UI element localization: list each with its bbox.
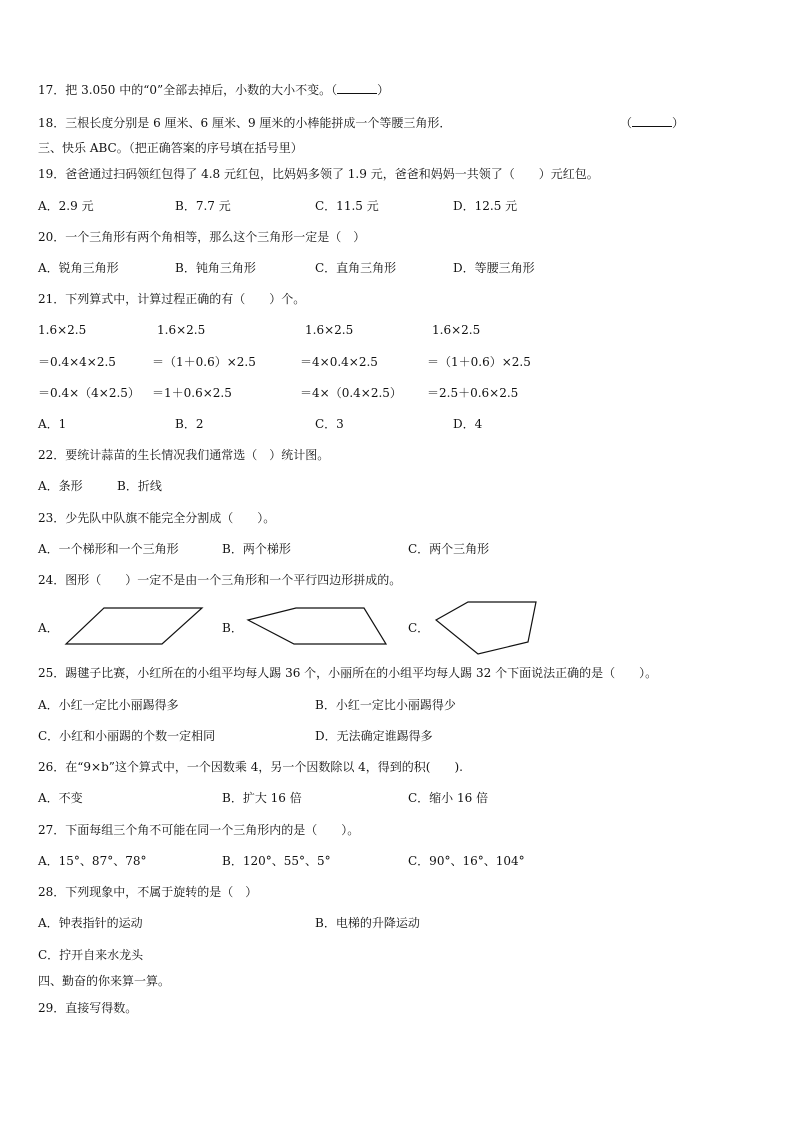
q26-option-a[interactable]: A．不变 xyxy=(38,791,83,805)
question-18 xyxy=(38,115,451,131)
q25-option-b[interactable]: B．小红一定比小丽踢得少 xyxy=(315,698,456,712)
q20-option-d[interactable]: D．等腰三角形 xyxy=(453,261,535,275)
question-28-text: 28．下列现象中，不属于旋转的是（ ） xyxy=(38,885,258,899)
calc-3-line-2: ＝4×0.4×2.5 xyxy=(300,355,378,369)
q27-option-b[interactable]: B．120°、55°、5° xyxy=(222,854,331,868)
section-3-heading: 三、快乐 ABC。（把正确答案的序号填在括号里） xyxy=(38,141,303,155)
calc-4-line-2: ＝（1＋0.6）×2.5 xyxy=(427,355,531,369)
pentagon-shape xyxy=(432,598,542,658)
calc-2-line-2: ＝（1＋0.6）×2.5 xyxy=(152,355,256,369)
calc-3-line-1: 1.6×2.5 xyxy=(305,323,354,337)
question-19-text: 19．爸爸通过扫码领红包得了 4.8 元红包，比妈妈多领了 1.9 元，爸爸和妈妈一共领了（ ）元红包。 xyxy=(38,167,599,181)
q26-option-b[interactable]: B．扩大 16 倍 xyxy=(222,791,302,805)
q20-option-c[interactable]: C．直角三角形 xyxy=(315,261,397,275)
q25-option-a[interactable]: A．小红一定比小丽踢得多 xyxy=(38,698,179,712)
q23-option-c[interactable]: C．两个三角形 xyxy=(408,542,490,556)
q21-option-b[interactable]: B．2 xyxy=(175,417,204,431)
question-21-text: 21．下列算式中，计算过程正确的有（ ）个。 xyxy=(38,292,306,306)
q28-option-c[interactable]: C．拧开自来水龙头 xyxy=(38,948,144,962)
calc-4-line-3: ＝2.5＋0.6×2.5 xyxy=(427,386,519,400)
calc-1-line-1: 1.6×2.5 xyxy=(38,323,87,337)
question-18-answer: （ ） xyxy=(620,116,685,130)
q26-option-c[interactable]: C．缩小 16 倍 xyxy=(408,791,489,805)
calc-3-line-3: ＝4×（0.4×2.5） xyxy=(300,386,402,400)
parallelogram-shape xyxy=(62,604,208,648)
question-27-text: 27．下面每组三个角不可能在同一个三角形内的是（ ）。 xyxy=(38,823,360,837)
q24-option-c[interactable]: C． xyxy=(408,621,430,635)
question-23-text: 23．少先队中队旗不能完全分割成（ ）。 xyxy=(38,511,276,525)
question-29-text: 29．直接写得数。 xyxy=(38,1001,138,1015)
q28-option-b[interactable]: B．电梯的升降运动 xyxy=(315,916,420,930)
q19-option-c[interactable]: C．11.5 元 xyxy=(315,199,379,213)
q19-option-d[interactable]: D．12.5 元 xyxy=(453,199,518,213)
q22-option-b[interactable]: B．折线 xyxy=(117,479,162,493)
calc-1-line-3: ＝0.4×（4×2.5） xyxy=(38,386,140,400)
question-17: 17．把 3.050 中的“0”全部去掉后，小数的大小不变。（ ） xyxy=(38,83,390,97)
q19-option-a[interactable]: A．2.9 元 xyxy=(38,199,94,213)
question-22-text: 22．要统计蒜苗的生长情况我们通常选（ ）统计图。 xyxy=(38,448,330,462)
calc-1-line-2: ＝0.4×4×2.5 xyxy=(38,355,116,369)
question-17-text: 17．把 3.050 中的“0”全部去掉后，小数的大小不变。（ xyxy=(38,83,338,97)
q20-option-a[interactable]: A．锐角三角形 xyxy=(38,261,119,275)
q20-option-b[interactable]: B．钝角三角形 xyxy=(175,261,256,275)
question-25-text: 25．踢毽子比赛，小红所在的小组平均每人踢 36 个，小丽所在的小组平均每人踢 32 个下面说法正确的是（ ）。 xyxy=(38,666,658,680)
q21-option-a[interactable]: A．1 xyxy=(38,417,67,431)
section-4-heading: 四、勤奋的你来算一算。 xyxy=(38,974,171,988)
q19-option-b[interactable]: B．7.7 元 xyxy=(175,199,231,213)
question-26-text: 26．在“9×b”这个算式中，一个因数乘 4，另一个因数除以 4，得到的积( ). xyxy=(38,760,463,774)
q27-option-c[interactable]: C．90°、16°、104° xyxy=(408,854,525,868)
q23-option-a[interactable]: A．一个梯形和一个三角形 xyxy=(38,542,179,556)
question-24-text: 24．图形（ ）一定不是由一个三角形和一个平行四边形拼成的。 xyxy=(38,573,402,587)
calc-2-line-3: ＝1＋0.6×2.5 xyxy=(152,386,232,400)
q28-option-a[interactable]: A．钟表指针的运动 xyxy=(38,916,143,930)
q24-option-a[interactable]: A． xyxy=(38,621,59,635)
q27-option-a[interactable]: A．15°、87°、78° xyxy=(38,854,147,868)
q23-option-b[interactable]: B．两个梯形 xyxy=(222,542,291,556)
q24-option-b[interactable]: B． xyxy=(222,621,243,635)
answer-blank[interactable] xyxy=(337,82,377,94)
answer-blank[interactable] xyxy=(632,115,672,127)
trapezoid-shape xyxy=(244,604,390,648)
q21-option-d[interactable]: D．4 xyxy=(453,417,483,431)
question-18-text: 18．三根长度分别是 6 厘米、6 厘米、9 厘米的小棒能拼成一个等腰三角形． xyxy=(38,116,452,130)
q22-option-a[interactable]: A．条形 xyxy=(38,479,83,493)
calc-2-line-1: 1.6×2.5 xyxy=(157,323,206,337)
calc-4-line-1: 1.6×2.5 xyxy=(432,323,481,337)
question-20-text: 20．一个三角形有两个角相等，那么这个三角形一定是（ ） xyxy=(38,230,366,244)
q21-option-c[interactable]: C．3 xyxy=(315,417,344,431)
q25-option-c[interactable]: C．小红和小丽踢的个数一定相同 xyxy=(38,729,216,743)
q25-option-d[interactable]: D．无法确定谁踢得多 xyxy=(315,729,433,743)
